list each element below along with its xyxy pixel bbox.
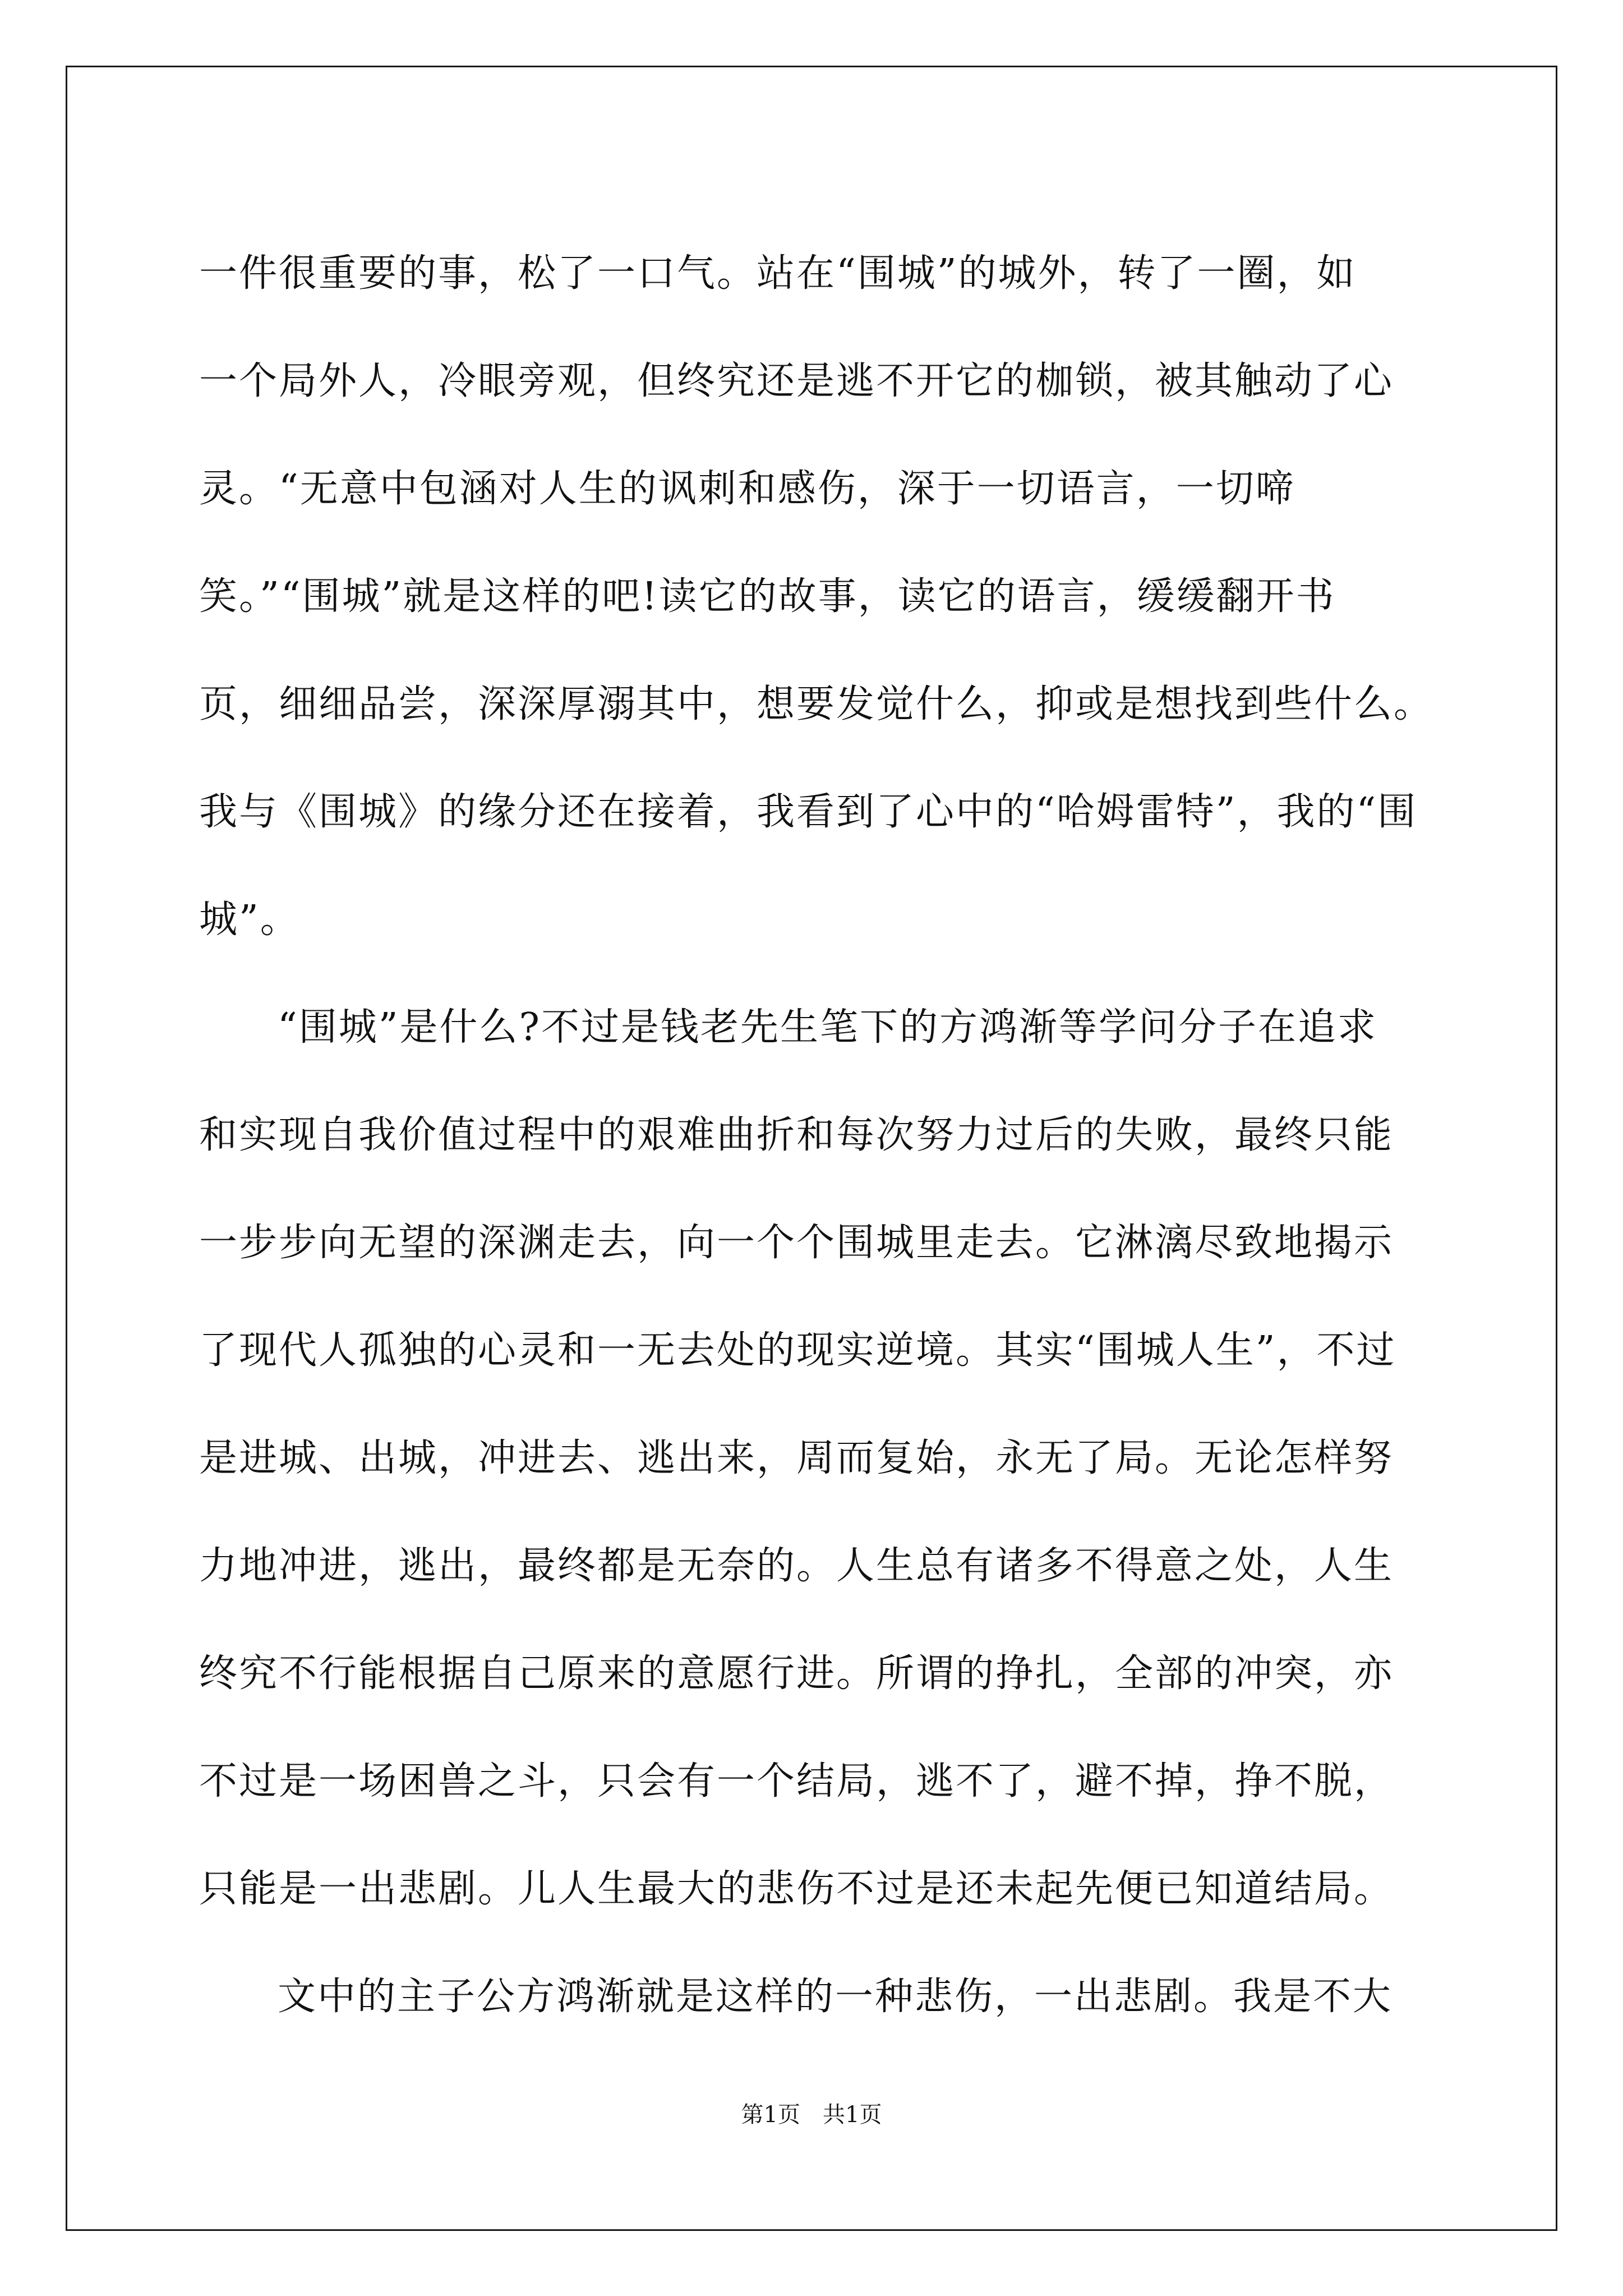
text-line: 终究不行能根据自己原来的意愿行进。所谓的挣扎，全部的冲突，亦 [199,1651,1394,1696]
text-line: 只能是一出悲剧。儿人生最大的悲伤不过是还未起先便已知道结局。 [199,1867,1394,1911]
text-line: 灵。“无意中包涵对人生的讽刺和感伤，深于一切语言，一切啼 [199,467,1295,511]
document-body [199,220,1433,2051]
text-line: 笑。”“围城”就是这样的吧!读它的故事，读它的语言，缓缓翻开书 [199,574,1336,619]
page-number-label: 第1页 共1页 [741,2102,882,2128]
text-line: 一步步向无望的深渊走去，向一个个围城里走去。它淋漓尽致地揭示 [199,1221,1394,1265]
text-line: 页，细细品尝，深深厚溺其中，想要发觉什么，抑或是想找到些什么。 [199,682,1434,726]
text-line: 一个局外人，冷眼旁观，但终究还是逃不开它的枷锁，被其触动了心 [199,359,1394,403]
text-line: 是进城、出城，冲进去、逃出来，周而复始，永无了局。无论怎样努 [199,1436,1394,1480]
text-line: 力地冲进，逃出，最终都是无奈的。人生总有诸多不得意之处，人生 [199,1544,1394,1588]
page-footer [0,2098,1623,2132]
text-line: 城”。 [199,898,300,942]
paragraph-start-line: “围城”是什么?不过是钱老先生笔下的方鸿渐等学问分子在追求 [278,1005,1377,1050]
text-line: 一件很重要的事，松了一口气。站在“围城”的城外，转了一圈，如 [199,251,1357,296]
text-line: 和实现自我价值过程中的艰难曲折和每次努力过后的失败，最终只能 [199,1113,1394,1157]
text-line: 不过是一场困兽之斗，只会有一个结局，逃不了，避不掉，挣不脱， [199,1759,1394,1803]
text-line: 了现代人孤独的心灵和一无去处的现实逆境。其实“围城人生”，不过 [199,1328,1396,1373]
text-line: 我与《围城》的缘分还在接着，我看到了心中的“哈姆雷特”，我的“围 [199,790,1418,834]
paragraph-start-line: 文中的主子公方鸿渐就是这样的一种悲伤，一出悲剧。我是不大 [278,1975,1393,2019]
